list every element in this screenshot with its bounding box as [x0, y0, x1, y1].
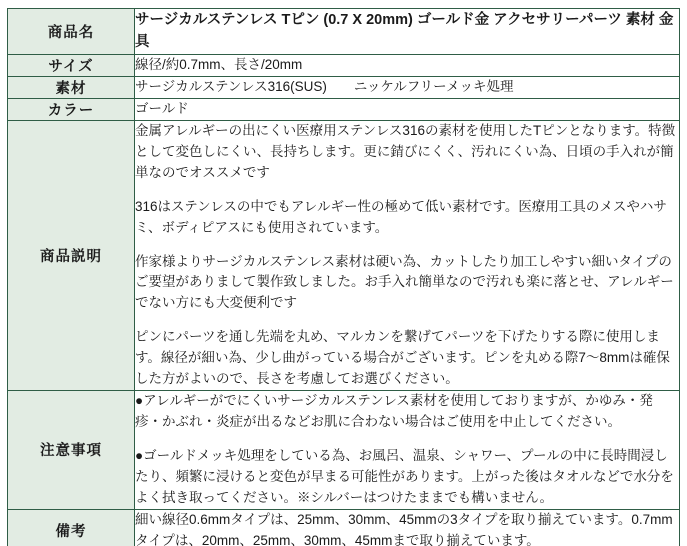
table-row: [8, 391, 680, 510]
table-row: [8, 76, 680, 98]
row-label-remarks: 備考: [8, 509, 135, 546]
table-row: [8, 509, 680, 546]
table-row: [8, 9, 680, 55]
paragraph: サージカルステンレス316(SUS) ニッケルフリーメッキ処理: [135, 78, 514, 94]
row-label-cautions: 注意事項: [8, 391, 135, 510]
paragraph: 金属アレルギーの出にくい医療用ステンレス316の素材を使用したTピンとなります。特徴として変色しにくい、長持ちします。更に錆びにくく、汚れにくい為、日頃の手入れが簡単なのでオススメです: [135, 122, 676, 180]
row-label-material: 素材: [8, 76, 135, 98]
row-label-product-name: 商品名: [8, 9, 135, 55]
product-spec-table: [7, 8, 680, 546]
spec-table-body: [8, 9, 680, 546]
paragraph: 316はステンレスの中でもアレルギー性の極めて低い素材です。医療用工具のメスやハサミ、ボディピアスにも使用されています。: [135, 198, 667, 235]
paragraph: ピンにパーツを通し先端を丸め、マルカンを繋げてパーツを下げたりする際に使用します。線径が細い為、少し曲がっている場合がございます。ピンを丸める際7～8mmは確保した方がよいので、長さを考慮してお選びください。: [135, 329, 670, 387]
table-row: [8, 54, 680, 76]
row-value-color: [135, 98, 680, 120]
paragraph: ●ゴールドメッキ処理をしている為、お風呂、温泉、シャワー、プールの中に長時間浸したり、頻繁に浸けると変色が早まる可能性があります。上がった後はタオルなどで水分をよく拭き取ってください。※シルバーはつけたままでも構いません。: [135, 447, 674, 505]
row-value-cautions: [135, 391, 680, 510]
paragraph: サージカルステンレス Tピン (0.7 X 20mm) ゴールド金 アクセサリーパーツ 素材 金具: [135, 12, 674, 51]
row-label-color: カラー: [8, 98, 135, 120]
paragraph: ゴールド: [135, 100, 189, 116]
row-value-description: [135, 120, 680, 390]
row-value-remarks: [135, 509, 680, 546]
row-value-size: [135, 54, 680, 76]
row-value-product-name: [135, 9, 680, 55]
table-row: [8, 98, 680, 120]
table-row: [8, 120, 680, 390]
paragraph: 細い線径0.6mmタイプは、25mm、30mm、45mmの3タイプを取り揃えています。0.7mmタイプは、20mm、25mm、30mm、45mmまで取り揃えています。: [135, 511, 673, 546]
paragraph: 線径/約0.7mm、長さ/20mm: [135, 56, 303, 72]
row-label-description: 商品説明: [8, 120, 135, 390]
paragraph: 作家様よりサージカルステンレス素材は硬い為、カットしたり加工しやすい細いタイプのご要望がありまして製作致しました。お手入れ簡単なので汚れも楽に落とせ、アレルギーでない方にも大変便利です: [135, 253, 674, 311]
paragraph: ●アレルギーがでにくいサージカルステンレス素材を使用しておりますが、かゆみ・発疹・かぶれ・炎症が出るなどお肌に合わない場合はご使用を中止してください。: [135, 393, 653, 429]
row-value-material: [135, 76, 680, 98]
row-label-size: サイズ: [8, 54, 135, 76]
